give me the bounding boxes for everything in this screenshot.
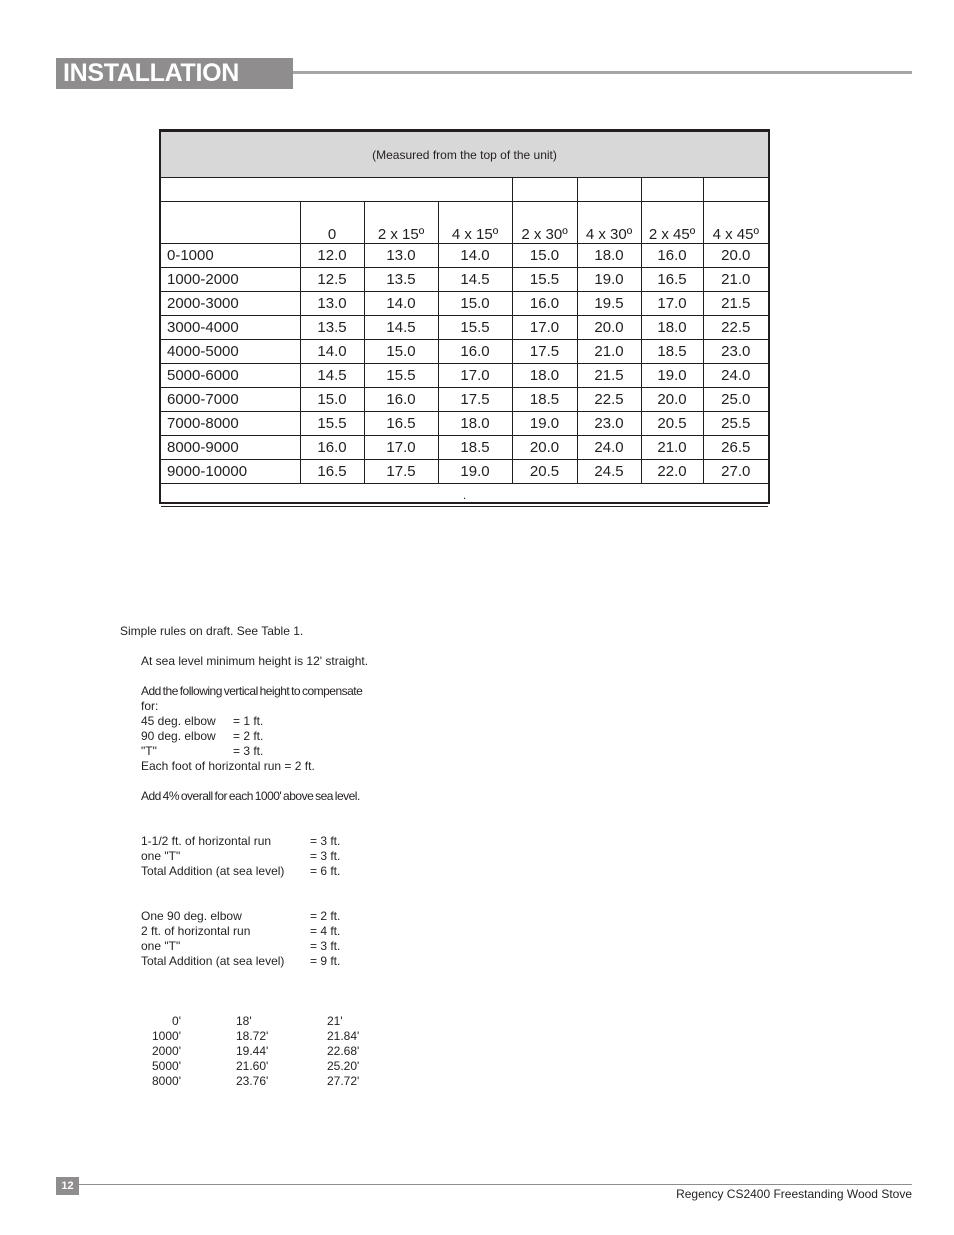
sea-level-rule: At sea level minimum height is 12' straight.	[141, 654, 369, 668]
height-cell: 13.5	[364, 268, 438, 292]
table-blank-cell	[512, 178, 577, 202]
table-blank-cell	[577, 178, 641, 202]
height-cell: 17.5	[512, 340, 577, 364]
height-cell: 20.0	[512, 436, 577, 460]
height-cell: 14.5	[364, 316, 438, 340]
height-cell: 15.5	[364, 364, 438, 388]
table-row	[161, 292, 768, 316]
table-row	[161, 388, 768, 412]
height-cell: 25.5	[703, 412, 768, 436]
altitude-cell: 3000-4000	[161, 316, 300, 340]
altitude-height-table	[140, 1014, 427, 1089]
height-cell: 15.0	[512, 244, 577, 268]
height-cell: 14.5	[300, 364, 364, 388]
column-header: 0	[300, 202, 364, 244]
altitude-row	[140, 1074, 427, 1089]
height-cell: 15.5	[300, 412, 364, 436]
column-header: 2 x 15º	[364, 202, 438, 244]
height-cell: 18.0	[641, 316, 703, 340]
altitude-value: 18'	[236, 1014, 252, 1028]
height-cell: 15.5	[512, 268, 577, 292]
table-blank-cell	[641, 178, 703, 202]
height-cell: 24.0	[577, 436, 641, 460]
height-cell: 15.5	[438, 316, 512, 340]
footer-rule	[79, 1184, 912, 1185]
height-cell: 16.0	[438, 340, 512, 364]
table-row	[161, 244, 768, 268]
height-cell: 26.5	[703, 436, 768, 460]
height-cell: 21.5	[703, 292, 768, 316]
height-cell: 18.0	[438, 412, 512, 436]
altitude-value: 2000'	[152, 1044, 181, 1058]
example-label: one "T"	[141, 939, 181, 953]
table-row	[161, 412, 768, 436]
altitude-cell: 1000-2000	[161, 268, 300, 292]
altitude-value: 19.44'	[236, 1044, 269, 1058]
example-line	[141, 924, 340, 939]
example-1	[141, 834, 340, 879]
rule-item	[141, 744, 362, 759]
height-cell: 12.0	[300, 244, 364, 268]
altitude-cell: 4000-5000	[161, 340, 300, 364]
height-cell: 20.5	[512, 460, 577, 484]
altitude-cell: 9000-10000	[161, 460, 300, 484]
altitude-value: 21.60'	[236, 1059, 269, 1073]
altitude-row	[140, 1059, 427, 1074]
altitude-value: 23.76'	[236, 1074, 269, 1088]
altitude-value: 8000'	[152, 1074, 181, 1088]
altitude-value: 22.68'	[327, 1044, 360, 1058]
example-value: = 3 ft.	[310, 849, 341, 863]
rule-item	[141, 714, 362, 729]
height-cell: 17.0	[438, 364, 512, 388]
example-2	[141, 909, 340, 969]
rule-label: 90 deg. elbow	[141, 729, 216, 743]
height-cell: 23.0	[703, 340, 768, 364]
height-cell: 22.5	[703, 316, 768, 340]
table-blank-cell	[703, 178, 768, 202]
example-label: 1-1/2 ft. of horizontal run	[141, 834, 272, 848]
height-cell: 17.5	[438, 388, 512, 412]
height-cell: 20.0	[703, 244, 768, 268]
table-header-row	[161, 202, 768, 244]
example-value: = 9 ft.	[310, 954, 341, 968]
example-line	[141, 939, 340, 954]
compensation-rules	[141, 684, 362, 774]
altitude-cell: 8000-9000	[161, 436, 300, 460]
height-cell: 19.0	[641, 364, 703, 388]
height-cell: 17.0	[641, 292, 703, 316]
height-cell: 23.0	[577, 412, 641, 436]
height-cell: 17.0	[512, 316, 577, 340]
height-cell: 21.0	[577, 340, 641, 364]
height-cell: 12.5	[300, 268, 364, 292]
height-cell: 13.0	[364, 244, 438, 268]
height-cell: 20.0	[577, 316, 641, 340]
rule-item	[141, 729, 362, 744]
altitude-cell: 5000-6000	[161, 364, 300, 388]
table-row	[161, 364, 768, 388]
column-header: 2 x 45º	[641, 202, 703, 244]
altitude-value: 21'	[327, 1014, 343, 1028]
column-header: 4 x 15º	[438, 202, 512, 244]
compensation-line: for:	[141, 699, 159, 713]
table-row	[161, 436, 768, 460]
rules-intro: Simple rules on draft. See Table 1.	[120, 624, 304, 638]
height-cell: 16.0	[364, 388, 438, 412]
example-label: One 90 deg. elbow	[141, 909, 242, 923]
height-cell: 18.5	[512, 388, 577, 412]
altitude-value: 27.72'	[327, 1074, 360, 1088]
height-cell: 16.0	[300, 436, 364, 460]
table-caption: (Measured from the top of the unit)	[161, 132, 768, 178]
height-cell: 21.0	[703, 268, 768, 292]
table-blank-cell	[161, 178, 512, 202]
section-title: INSTALLATION	[56, 58, 293, 89]
altitude-value: 0'	[172, 1014, 181, 1028]
altitude-row	[140, 1044, 427, 1059]
example-value: = 6 ft.	[310, 864, 341, 878]
height-cell: 14.0	[438, 244, 512, 268]
example-label: 2 ft. of horizontal run	[141, 924, 251, 938]
height-cell: 16.5	[300, 460, 364, 484]
altitude-value: 1000'	[152, 1029, 181, 1043]
page-number: 12	[56, 1177, 79, 1195]
height-cell: 16.0	[641, 244, 703, 268]
height-cell: 14.0	[364, 292, 438, 316]
height-cell: 25.0	[703, 388, 768, 412]
height-cell: 19.0	[577, 268, 641, 292]
example-line	[141, 834, 340, 849]
altitude-value: 18.72'	[236, 1029, 269, 1043]
height-cell: 24.5	[577, 460, 641, 484]
table-row	[161, 340, 768, 364]
example-line	[141, 909, 340, 924]
height-cell: 15.0	[300, 388, 364, 412]
height-cell: 13.5	[300, 316, 364, 340]
altitude-row	[140, 1014, 427, 1029]
height-cell: 18.5	[641, 340, 703, 364]
column-header: 2 x 30º	[512, 202, 577, 244]
height-cell: 15.0	[364, 340, 438, 364]
height-cell: 15.0	[438, 292, 512, 316]
header-rule	[293, 71, 912, 74]
height-cell: 14.0	[300, 340, 364, 364]
altitude-value: 21.84'	[327, 1029, 360, 1043]
rule-label: "T"	[141, 744, 157, 758]
height-cell: 24.0	[703, 364, 768, 388]
column-header: 4 x 45º	[703, 202, 768, 244]
rule-value: = 1 ft.	[233, 714, 264, 728]
example-label: Total Addition (at sea level)	[141, 954, 285, 968]
altitude-rule: Add 4% overall for each 1000' above sea level.	[141, 789, 360, 803]
footer-product-name: Regency CS2400 Freestanding Wood Stove	[676, 1187, 912, 1201]
height-cell: 22.5	[577, 388, 641, 412]
vent-height-table	[159, 129, 770, 504]
height-cell: 17.0	[364, 436, 438, 460]
example-value: = 3 ft.	[310, 834, 341, 848]
example-value: = 3 ft.	[310, 939, 341, 953]
altitude-value: 5000'	[152, 1059, 181, 1073]
horizontal-rule-text: Each foot of horizontal run = 2 ft.	[141, 759, 315, 773]
height-cell: 27.0	[703, 460, 768, 484]
column-header	[161, 202, 300, 244]
height-cell: 16.5	[641, 268, 703, 292]
altitude-cell: 2000-3000	[161, 292, 300, 316]
table-row	[161, 268, 768, 292]
height-cell: 16.5	[364, 412, 438, 436]
example-label: Total Addition (at sea level)	[141, 864, 285, 878]
altitude-value: 25.20'	[327, 1059, 360, 1073]
rule-value: = 2 ft.	[233, 729, 264, 743]
example-line	[141, 954, 340, 969]
table-row	[161, 316, 768, 340]
height-cell: 21.0	[641, 436, 703, 460]
example-value: = 4 ft.	[310, 924, 341, 938]
height-cell: 19.0	[438, 460, 512, 484]
example-value: = 2 ft.	[310, 909, 341, 923]
altitude-cell: 0-1000	[161, 244, 300, 268]
height-cell: 19.0	[512, 412, 577, 436]
height-cell: 18.0	[577, 244, 641, 268]
compensation-line: Add the following vertical height to compensate	[141, 684, 363, 698]
height-cell: 17.5	[364, 460, 438, 484]
height-cell: 13.0	[300, 292, 364, 316]
height-cell: 19.5	[577, 292, 641, 316]
altitude-row	[140, 1029, 427, 1044]
height-cell: 18.5	[438, 436, 512, 460]
height-cell: 21.5	[577, 364, 641, 388]
height-cell: 16.0	[512, 292, 577, 316]
altitude-cell: 7000-8000	[161, 412, 300, 436]
height-cell: 18.0	[512, 364, 577, 388]
table-row	[161, 460, 768, 484]
example-line	[141, 849, 340, 864]
altitude-cell: 6000-7000	[161, 388, 300, 412]
example-label: one "T"	[141, 849, 181, 863]
height-cell: 20.5	[641, 412, 703, 436]
height-cell: 20.0	[641, 388, 703, 412]
rule-value: = 3 ft.	[233, 744, 264, 758]
rule-label: 45 deg. elbow	[141, 714, 216, 728]
height-cell: 22.0	[641, 460, 703, 484]
height-cell: 14.5	[438, 268, 512, 292]
example-line	[141, 864, 340, 879]
column-header: 4 x 30º	[577, 202, 641, 244]
table-footnote: .	[161, 484, 768, 507]
